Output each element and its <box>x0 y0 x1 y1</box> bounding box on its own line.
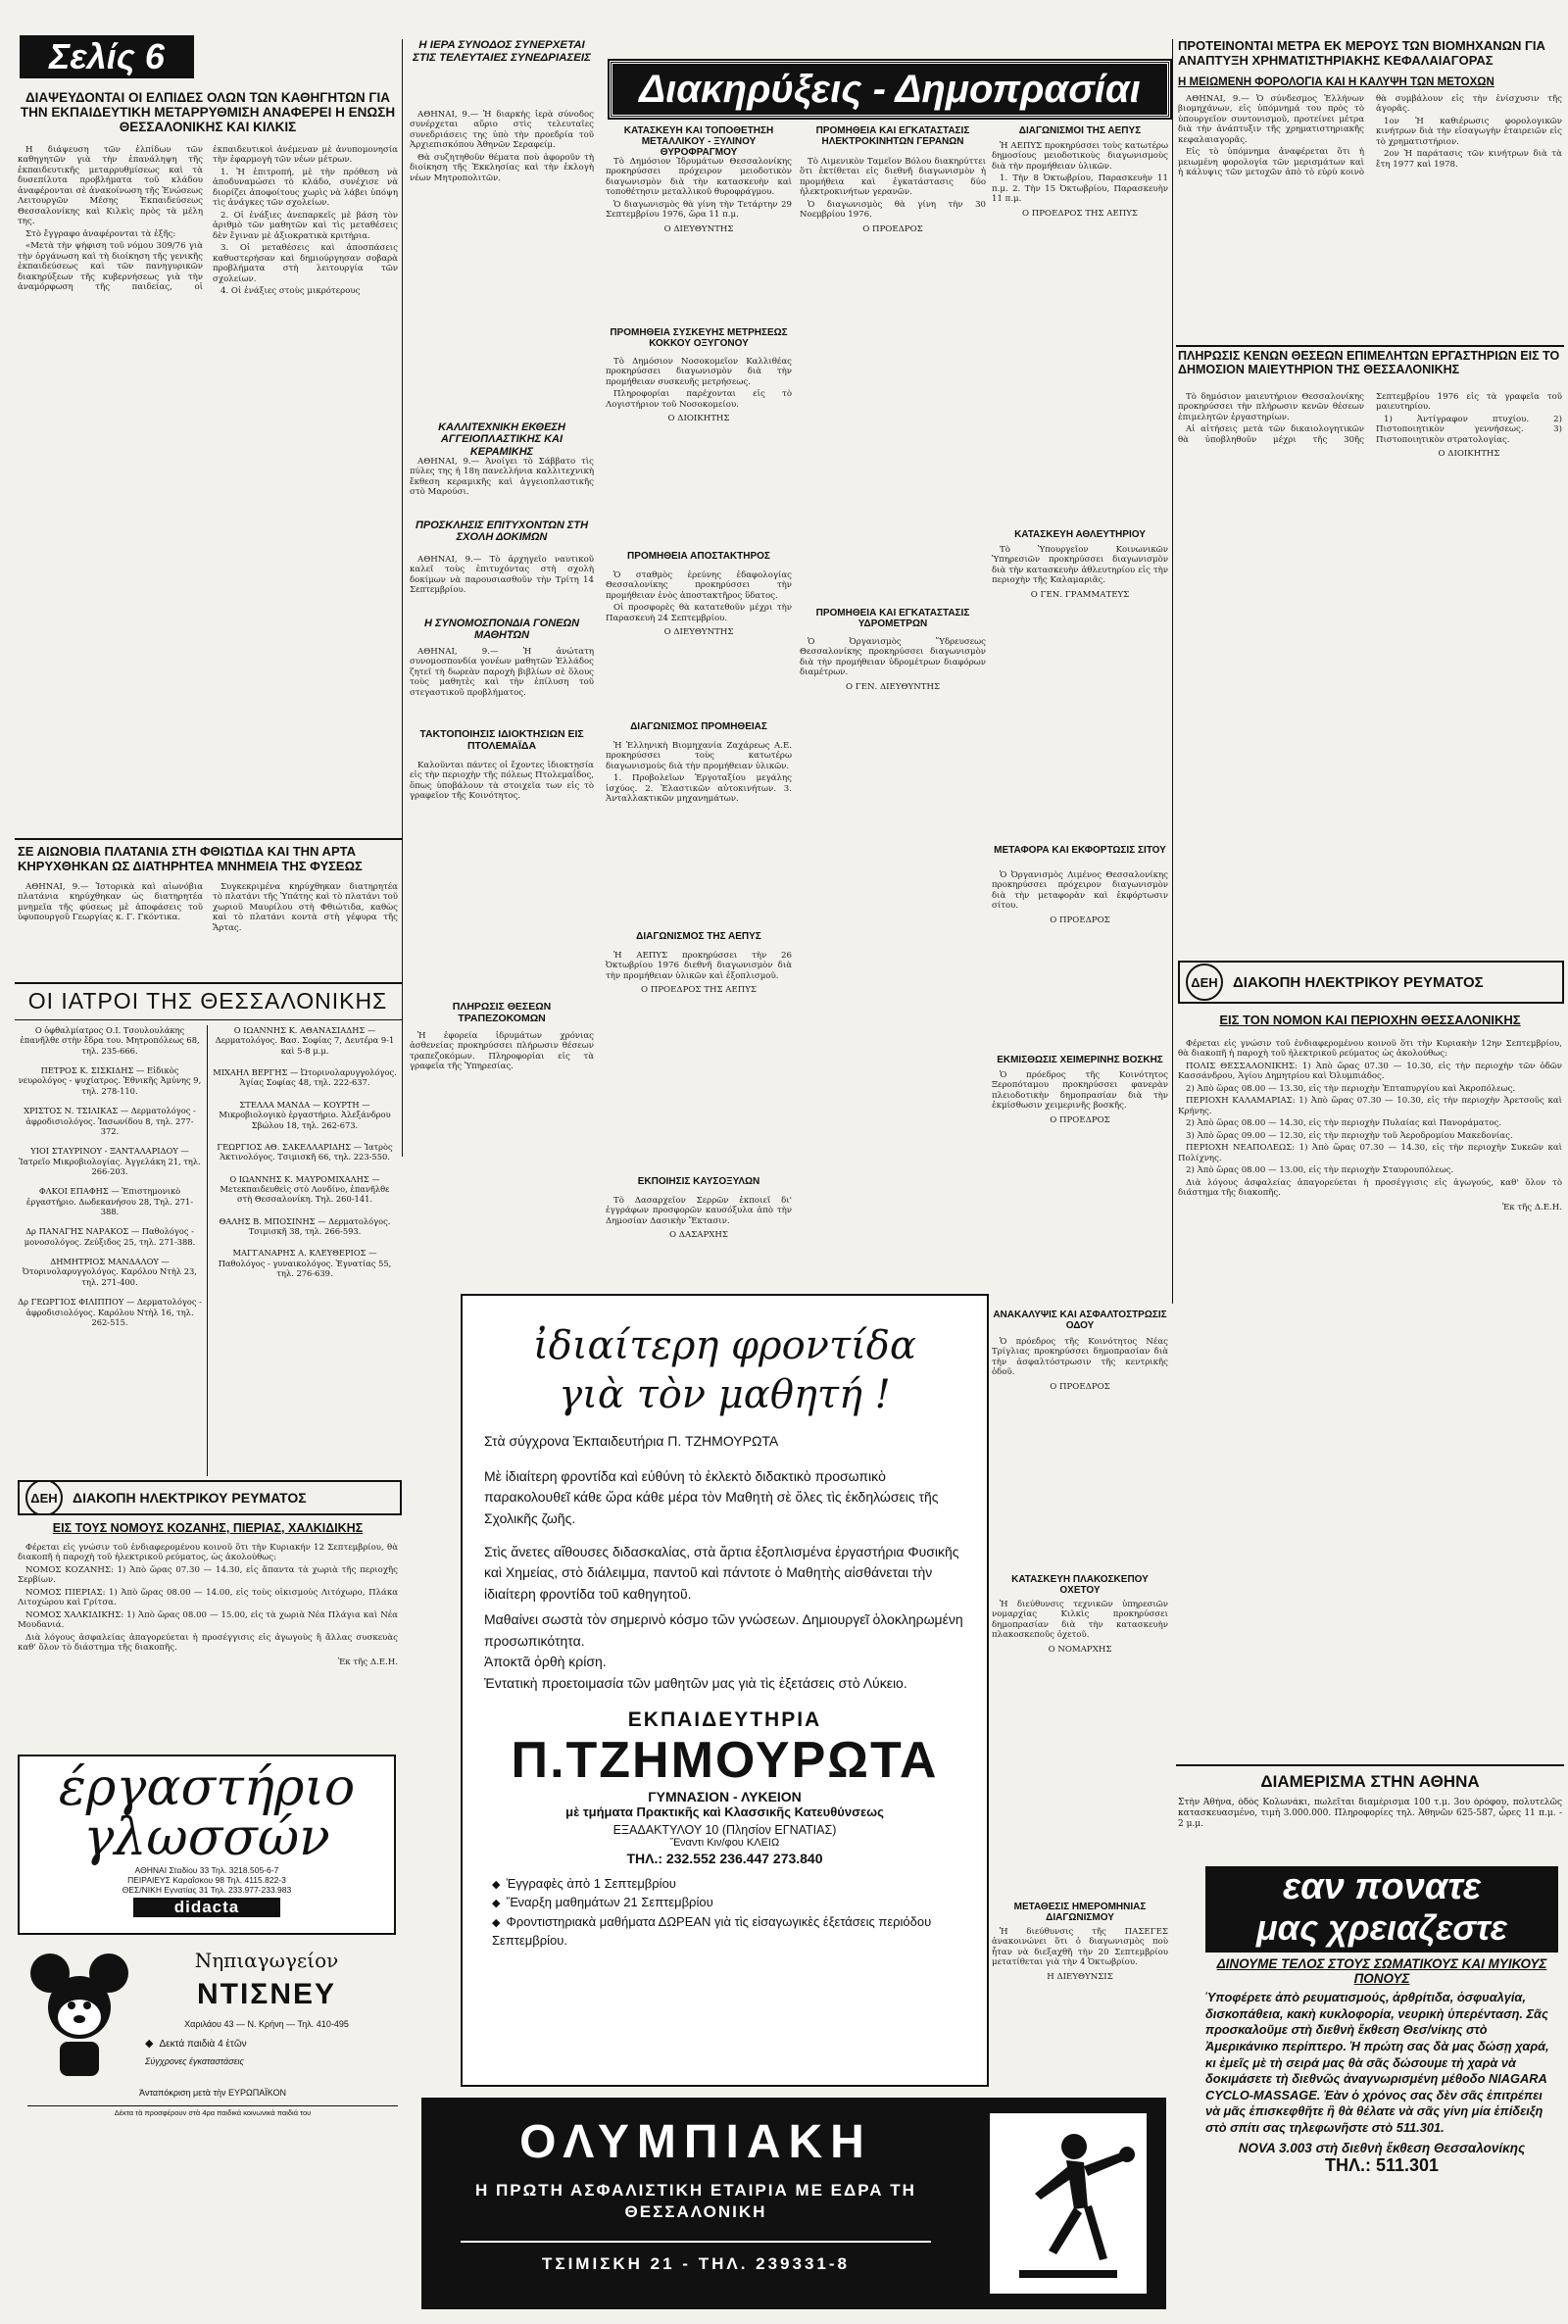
paragraph: 4. Οἱ ἐνάξιες στοὺς μικρότερους <box>220 286 361 297</box>
properties-headline: ΤΑΚΤΟΠΟΙΗΣΙΣ ΙΔΙΟΚΤΗΣΙΩΝ ΕΙΣ ΠΤΟΛΕΜΑΪΔΑ <box>419 729 584 752</box>
pain-headline: μας χρειαζεστε <box>1255 1907 1508 1948</box>
paragraph: 1ον Ἡ καθιέρωσις φορολογικῶν κινήτρων διὰ τὴν εἰσαγωγὴν ἑταιρειῶν εἰς τὸ χρηματιστήριον. <box>1376 116 1562 147</box>
section-rule <box>15 838 402 840</box>
pain-subheadline: ΔΙΝΟΥΜΕ ΤΕΛΟΣ ΣΤΟΥΣ ΣΩΜΑΤΙΚΟΥΣ ΚΑΙ ΜΥΙΚΟΥΣ ΠΟΝΟΥΣ <box>1216 1956 1547 1986</box>
institution-sub: μὲ τμήματα Πρακτικῆς καὶ Κλασσικῆς Κατευθύνσεως <box>565 1804 884 1819</box>
parents-body <box>410 647 594 719</box>
parents-headline: Η ΣΥΝΟΜΟΣΠΟΝΔΙΑ ΓΟΝΕΩΝ ΜΑΘΗΤΩΝ <box>423 618 580 642</box>
culvert-body <box>992 1600 1168 1894</box>
paragraph: Ὁ Ὀργανισμὸς Ὕδρευσεως Θεσσαλονίκης προκηρύσσει διαγωνισμὸν διὰ τὴν προμήθειαν ὑδρομέτρων διαφόρων διαμέτρων. <box>800 637 986 678</box>
synod-headline: Η ΙΕΡΑ ΣΥΝΟΔΟΣ ΣΥΝΕΡΧΕΤΑΙ ΣΤΙΣ ΤΕΛΕΥΤΑΙΕΣ ΣΥΝΕΔΡΙΑΣΕΙΣ <box>413 39 591 64</box>
industry-body <box>1178 94 1562 345</box>
dei-logo-icon: ΔΕΗ <box>1186 964 1223 1001</box>
nursery-address: Χαριλάου 43 — Ν. Κρήνη — Τηλ. 410-495 <box>184 2019 349 2029</box>
pain-ad-body <box>1205 1956 1558 2319</box>
list-item: ΠΕΤΡΟΣ Κ. ΣΙΣΚΙΔΗΣ — Εἰδικὸς νευρολόγος - ψυχίατρος. Ἐθνικῆς Ἀμύνης 9, τηλ. 278-110. <box>18 1065 202 1096</box>
olympiaki-tagline: Η ΠΡΩΤΗ ΑΣΦΑΛΙΣΤΙΚΗ ΕΤΑΙΡΙΑ ΜΕ ΕΔΡΑ ΤΗ ΘΕΣΣΑΛΟΝΙΚΗ <box>475 2181 916 2222</box>
paragraph: Συγκεκριμένα κηρύχθηκαν διατηρητέα τὸ πλατάνι τῆς Ὑπάτης καὶ τὸ πλατάνι τοῦ χωριοῦ Μαυρίλου στὴ Φθιώτιδα, καθὼς καὶ τὸ πλατάνι κοντὰ στὴ γέφυρα τῆς Ἄρτας. <box>213 882 398 933</box>
list-item: ΓΕΩΡΓΙΟΣ ΑΘ. ΣΑΚΕΛΛΑΡΙΔΗΣ — Ἰατρὸς Ἀκτινολόγος. Τσιμισκῆ 66, τηλ. 223-550. <box>217 1141 393 1162</box>
paragraph: Ἡ Ἑλληνικὴ Βιομηχανία Ζαχάρεως Α.Ε. προκηρύσσει τοὺς κατωτέρω διαγωνισμοὺς διὰ τὴν προμήθειαν ὑλικῶν. <box>606 741 792 771</box>
nursery-feature: Ἀνταπόκριση μετὰ τὴν ΕΥΡΩΠΑΪΚΟΝ <box>138 2088 286 2098</box>
paragraph: 1. Τὴν 8 Ὀκτωβρίου, Παρασκευὴν 11 π.μ. 2. Τὴν 15 Ὀκτωβρίου, Παρασκευὴν 11 π.μ. <box>992 173 1168 205</box>
outage-body <box>1178 1039 1562 1451</box>
gym-body <box>992 545 1168 839</box>
paragraph: ΝΟΜΟΣ ΚΟΖΑΝΗΣ: 1) Ἀπὸ ὥρας 07.30 — 14.30, εἰς ἅπαντα τὰ χωριὰ τῆς περιοχῆς Σερβίων. <box>18 1564 398 1586</box>
construction-body <box>606 157 792 294</box>
paragraph: 3. Οἱ μεταθέσεις καὶ ἀποσπάσεις καθυστερήσαν καὶ δημιούργησαν σοβαρὰ προβλήματα στὴ λειτουργία τῶν σχολείων. <box>213 243 398 284</box>
pain-headline: εαν πονατε <box>1282 1866 1482 1907</box>
paragraph: ΑΘΗΝΑΙ, 9.— Ὁ σύνδεσμος Ἑλλήνων βιομηχάνων, εἰς ὑπόμνημά του πρὸς τὸ ὑπουργεῖον συντονισμοῦ, προτείνει μέτρα διὰ τὴν ἀνάπτυξιν τῆς χρηματιστηριακῆς κεφαλαιαγορᾶς. <box>1178 94 1364 145</box>
synod-body <box>410 110 594 412</box>
pasture-body <box>992 1070 1168 1296</box>
nursery-ad <box>18 1941 398 2186</box>
tutoring-paragraph: Ἀποκτᾶ ὀρθὴ κρίση. <box>484 1654 607 1670</box>
paragraph: Ἡ ΑΕΠΥΣ προκηρύσσει τοὺς κατωτέρω δημοσίους μειοδοτικοὺς διαγωνισμοὺς διὰ τὴν προμήθειαν ὑλικῶν. <box>992 141 1168 172</box>
institution-sub: ΓΥΜΝΑΣΙΟΝ - ΛΥΚΕΙΟΝ <box>648 1788 802 1805</box>
outage-heading: ΔΙΑΚΟΠΗ ΗΛΕΚΤΡΙΚΟΥ ΡΕΥΜΑΤΟΣ <box>73 1490 307 1506</box>
section-rule <box>1176 345 1564 347</box>
outage-subtitle: ΕΙΣ ΤΟΝ ΝΟΜΟΝ ΚΑΙ ΠΕΡΙΟΧΗΝ ΘΕΣΣΑΛΟΝΙΚΗΣ <box>1219 1014 1521 1027</box>
aepys-headline: ΔΙΑΓΩΝΙΣΜΟΣ ΤΗΣ ΑΕΠΥΣ <box>636 931 761 942</box>
column-rule <box>207 1025 208 1476</box>
signature: Ο ΝΟΜΑΡΧΗΣ <box>1048 1644 1112 1655</box>
ergastirio-line2: γλωσσών <box>83 1808 330 1867</box>
paragraph: Ἡ ΑΕΠΥΣ προκηρύσσει τὴν 26 Ὀκτωβρίου 1976 διεθνῆ διαγωνισμὸν διὰ τὴν προμήθειαν ὑλικῶν καὶ ἐξοπλισμοῦ. <box>606 951 792 981</box>
signature: Ο ΔΙΕΥΘΥΝΤΗΣ <box>663 223 734 234</box>
paragraph: 2ον Ἡ παράτασις τῶν κινήτρων διὰ τὰ ἔτη 1977 καὶ 1978. <box>1376 149 1562 170</box>
page-label: Σελίς 6 <box>20 35 194 78</box>
pain-body: Ὑποφέρετε ἀπὸ ρευματισμούς, ἀρθρίτιδα, ὀσφυαλγία, δισκοπάθεια, κακὴ κυκλοφορία, νευρικὴ ὑπερένταση. Σᾶς προσκαλοῦμε στὴ διεθνὴ ἔκθεση Θεσ/νίκης στὸ Ἀμερικάνικο περίπτερο. Ἡ πρώτη σας δὰ μας δώσῃ χαρά, κι ἐμεῖς μὲ τὴ σειρά μας θὰ σᾶς δώσουμε τὴ χαρὰ νὰ δοκιμάσετε τὴ διεθνῶς ἀναγνωρισμένη μέθοδο NIAGARA CYCLO-MASSAGE. Ἐὰν ὁ χρόνος σας δὲν σᾶς ἐπιτρέπει νὰ μᾶς ἐπισκεφθῆτε ἢ θὰ θέλατε νὰ σᾶς γίνη μία ἐπίδειξη στὸ σπίτι σας τηλεφωνῆστε στὸ 511.301. <box>1205 1990 1549 2135</box>
olympiaki-name: ΟΛΥΜΠΙΑΚΗ <box>519 2116 872 2168</box>
industry-headline: ΠΡΟΤΕΙΝΟΝΤΑΙ ΜΕΤΡΑ ΕΚ ΜΕΡΟΥΣ ΤΩΝ ΒΙΟΜΗΧΑΝΩΝ ΓΙΑ ΑΝΑΠΤΥΞΗ ΧΡΗΜΑΤΙΣΤΗΡΙΑΚΗΣ ΚΕΦΑΛΑΙΑΓΟΡΑΣ <box>1178 39 1545 68</box>
paragraph: 3) Ἀπὸ ὥρας 09.00 — 12.30, εἰς τὴν περιοχὴν τοῦ Ἀεροδρομίου Μακεδονίας. <box>1186 1130 1513 1141</box>
paragraph: ΝΟΜΟΣ ΧΑΛΚΙΔΙΚΗΣ: 1) Ἀπὸ ὥρας 08.00 — 15.00, εἰς τὰ χωριὰ Νέα Πλάγια καὶ Νέα Μουδανιά. <box>18 1609 398 1631</box>
nursery-footer: Δέκτα τὰ προσφέρουν στὰ 4ρα παιδικά κοινωνικά παιδιά του <box>27 2105 398 2117</box>
list-item: ΔΗΜΗΤΡΙΟΣ ΜΑΝΔΑΛΟΥ — Ὀτορινολαρυγγολόγος. Καρόλου Ντὴλ 23, τηλ. 271-400. <box>23 1257 197 1287</box>
maternity-body <box>1178 392 1562 951</box>
column-rule <box>402 39 403 1157</box>
paragraph: 2) Ἀπὸ ὥρας 08.00 — 13.30, εἰς τὴν περιοχὴν Ἐπταπυργίου καὶ Ἀκροπόλεως. <box>1186 1083 1516 1094</box>
tutoring-headline: ἰδιαίτερη φροντίδα <box>533 1323 916 1368</box>
outage-header-right <box>1178 961 1564 1004</box>
tutoring-headline: γιὰ τὸν μαθητή ! <box>559 1372 891 1417</box>
list-item: ΧΡΙΣΤΟΣ Ν. ΤΣΙΛΙΚΑΣ — Δερματολόγος - ἀφροδισιολόγος. Ἰασωνίδου 8, τηλ. 277-372. <box>24 1106 196 1136</box>
distiller-body <box>606 570 792 688</box>
nursery-feature: Σύγχρονες ἐγκαταστάσεις <box>145 2056 244 2066</box>
list-item: Ο ὀφθαλμίατρος Ο.Ι. Τσουλουλάκης ἐπανῆλθε στὴν ἔδρα του. Μητροπόλεως 68, τηλ. 235-666. <box>20 1025 200 1056</box>
pain-ad-header <box>1205 1866 1558 1953</box>
list-item: ΜΙΧΑΗΛ ΒΕΡΓΗΣ — Ὠτορινολαρυγγολόγος. Ἁγίας Σοφίας 48, τηλ. 222-637. <box>213 1067 397 1088</box>
auctions-banner: Διακηρύξεις - Δημοπρασίαι <box>610 61 1170 118</box>
list-item: Ο ΙΩΑΝΝΗΣ Κ. ΜΑΥΡΟΜΙΧΑΛΗΣ — Μετεκπαιδευθεὶς στὸ Λονδίνο, ἐπανῆλθε στὴ Θεσσαλονίκη. Τηλ. 260-141. <box>220 1173 390 1205</box>
aepys-body <box>606 951 792 1078</box>
teachers-headline: ΔΙΑΨΕΥΔΟΝΤΑΙ ΟΙ ΕΛΠΙΔΕΣ ΟΛΩΝ ΤΩΝ ΚΑΘΗΓΗΤΩΝ ΓΙΑ ΤΗΝ ΕΚΠΑΙΔΕΥΤΙΚΗ ΜΕΤΑΡΡΥΘΜΙΣΗ ΑΝΑΦΕΡΕΙ Η ΕΝΩΣΗ ΘΕΣΣΑΛΟΝΙΚΗΣ ΚΑΙ ΚΙΛΚΙΣ <box>20 90 396 135</box>
paragraph: Ὁ πρόεδρος τῆς Κοινότητος Νέας Τρίγλιας προκηρύσσει δημοπρασίαν διὰ τὴν ἀσφαλτόστρωσιν τῆς κεντρικῆς ὁδοῦ. <box>992 1337 1168 1378</box>
distiller-headline: ΠΡΟΜΗΘΕΙΑ ΑΠΟΣΤΑΚΤΗΡΟΣ <box>627 551 770 562</box>
tutoring-bullet: ◆ Ἔναρξη μαθημάτων 21 Σεπτεμβρίου <box>492 1893 957 1912</box>
nursery-label: Νηπιαγωγείον <box>194 1949 339 1972</box>
trees-headline: ΣΕ ΑΙΩΝΟΒΙΑ ΠΛΑΤΑΝΙΑ ΣΤΗ ΦΘΙΩΤΙΔΑ ΚΑΙ ΤΗΝ ΑΡΤΑ ΚΗΡΥΧΘΗΚΑΝ ΩΣ ΔΙΑΤΗΡΗΤΕΑ ΜΝΗΜΕΙΑ ΤΗΣ ΦΥΣΕΩΣ <box>18 845 363 873</box>
paragraph: Στὸ ἔγγραφο ἀναφέρονται τὰ ἑξῆς: <box>25 228 176 239</box>
list-item: Δρ ΠΑΝΑΓΗΣ ΝΑΡΑΚΟΣ — Παθολόγος - μονοσολόγος. Ζεύξιδος 25, τηλ. 271-388. <box>24 1226 196 1247</box>
section-rule <box>15 1019 402 1020</box>
paragraph: Οἱ προσφορὲς θὰ κατατεθοῦν μέχρι τὴν Παρασκευὴ 24 Σεπτεμβρίου. <box>606 603 792 623</box>
trees-article-body <box>18 882 398 978</box>
olympiaki-contact: ΤΣΙΜΙΣΚΗ 21 - ΤΗΛ. 239331-8 <box>542 2254 850 2273</box>
signature: Ο ΠΡΟΕΔΡΟΣ <box>862 223 923 234</box>
paragraph: 1. Ἡ ἐπιτροπή, μὲ τὴν πρόθεση νὰ ἀποδυναμώσει τὸ κλάδο, συνέχισε νὰ διορίζει ἀποφοίτους χωρὶς νὰ λάβει ὑπόψη τὶς ἀνάγκες τῶν σχολείων. <box>213 167 398 209</box>
signature: Ο ΔΑΣΑΡΧΗΣ <box>669 1230 728 1241</box>
paragraph: ΑΘΗΝΑΙ, 9.— Ἱστορικὰ καὶ αἰωνόβια πλατάνια κηρύχθηκαν ὡς διατηρητέα μνημεῖα τῆς φύσεως μὲ ἀποφάσεις τοῦ ὑφυπουργοῦ Γεωργίας κ. Γ. Γκόντικα. <box>18 882 203 923</box>
doctors-list-col1 <box>18 1025 202 1476</box>
institution-address: Ἔναντι Κιν/φου ΚΛΕΙΩ <box>669 1836 780 1849</box>
ergastirio-ad <box>18 1755 396 1935</box>
paragraph: Ἡ διεύθυνσις τῆς ΠΑΣΕΓΕΣ ἀνακοινώνει ὅτι ὁ διαγωνισμὸς ποὺ ἦταν νὰ διεξαχθῆ τὴν 20 Σεπτεμβρίου μετατίθεται γιὰ τὴν 4 Ὀκτωβρίου. <box>992 1927 1168 1968</box>
list-item: Δρ ΓΕΩΡΓΙΟΣ ΦΙΛΙΠΠΟΥ — Δερματολόγος - ἀφροδισιολόγος. Καρόλου Ντὴλ 16, τηλ. 262-515. <box>18 1297 202 1327</box>
paragraph: 2) Ἀπὸ ὥρας 08.00 — 13.00, εἰς τὴν περιοχὴν Σταυρουπόλεως. <box>1186 1165 1454 1176</box>
watermeters-headline: ΠΡΟΜΗΘΕΙΑ ΚΑΙ ΕΓΚΑΤΑΣΤΑΣΙΣ ΥΔΡΟΜΕΤΡΩΝ <box>815 608 970 630</box>
list-item: ΜΑΓΓΑΝΑΡΗΣ Α. ΚΛΕΥΘΕΡΙΟΣ — Παθολόγος - γυναικολόγος. Ἐγνατίας 55, τηλ. 276-639. <box>218 1248 392 1279</box>
tutoring-paragraph: Μὲ ἰδιαίτερη φροντίδα καὶ εὐθύνη τὸ ἐκλεκτὸ διδακτικὸ προσωπικὸ παρακολουθεῖ κάθε ὥρα κάθε μέρα τὸν Μαθητὴ σὲ ὅλες τὶς ἐκδηλώσεις τῆς Σχολικῆς ζωῆς. <box>484 1467 939 1527</box>
signature: Ο ΓΕΝ. ΓΡΑΜΜΑΤΕΥΣ <box>1030 589 1130 600</box>
signature: Ο ΠΡΟΕΔΡΟΣ <box>1050 915 1110 925</box>
waiters-headline: ΠΛΗΡΩΣΙΣ ΘΕΣΕΩΝ ΤΡΑΠΕΖΟΚΟΜΩΝ <box>452 1002 552 1024</box>
doctors-title: ΟΙ ΙΑΤΡΟΙ ΤΗΣ ΘΕΣΣΑΛΟΝΙΚΗΣ <box>27 988 388 1014</box>
firewood-body <box>606 1196 792 1278</box>
maternity-headline: ΠΛΗΡΩΣΙΣ ΚΕΝΩΝ ΘΕΣΕΩΝ ΕΠΙΜΕΛΗΤΩΝ ΕΡΓΑΣΤΗΡΙΩΝ ΕΙΣ ΤΟ ΔΗΜΟΣΙΟΝ ΜΑΙΕΥΤΗΡΙΟΝ ΤΗΣ ΘΕΣΣΑΛΟΝΙΚΗΣ <box>1178 349 1560 376</box>
paragraph: ΑΘΗΝΑΙ, 9.— Ἀνοίγει τὸ Σάββατο τὶς πύλες της ἡ 18η πανελλήνια καλλιτεχνικὴ ἔκθεση κεραμικῆς καὶ ἀγγειοπλαστικῆς στὸ Μαρούσι. <box>410 457 594 498</box>
divider <box>461 2241 931 2243</box>
paragraph: ΑΘΗΝΑΙ, 9.— Ἡ ἀνώτατη συνομοσπονδία γονέων μαθητῶν Ἑλλάδος ζητεῖ τὴ δωρεὰν παροχὴ βιβλίων σὲ ὅλους τοὺς μαθητὲς καὶ τὴν ἐπίλυση τοῦ στεγαστικοῦ προβλήματος. <box>410 647 594 698</box>
signature: Ο ΓΕΝ. ΔΙΕΥΘΥΝΤΗΣ <box>845 681 941 692</box>
cranes-headline: ΠΡΟΜΗΘΕΙΑ ΚΑΙ ΕΓΚΑΤΑΣΤΑΣΙΣ ΗΛΕΚΤΡΟΚΙΝΗΤΩΝ ΓΕΡΑΝΩΝ <box>815 125 970 148</box>
properties-body <box>410 761 594 898</box>
mickey-mouse-icon <box>25 1949 133 2086</box>
tzimourota-ad <box>461 1294 989 2087</box>
supply-headline: ΔΙΑΓΩΝΙΣΜΟΣ ΠΡΟΜΗΘΕΙΑΣ <box>630 721 767 732</box>
signature: Ο ΔΙΟΙΚΗΤΗΣ <box>1438 449 1500 460</box>
signature: Ἐκ τῆς Δ.Ε.Η. <box>337 1656 398 1667</box>
paragraph: «Μετὰ τὴν ψήφιση τοῦ νόμου 309/76 γιὰ τὴν ὀργάνωση καὶ τὴ διοίκηση τῆς γενικῆς ἐκπαιδεύσεως καὶ τῶν πανηγυρικῶν διακηρύξεων τῆς κυβερνήσεως γιὰ τὴν ἀναμόρφωση τῆς παιδείας, οἱ ἐκπαιδευτικοὶ ἀνέμεναν μὲ ἀνυπομονησία τὴν ἐφαρμογὴ τῶν νέων μέτρων. <box>18 145 398 293</box>
paving-body <box>992 1337 1168 1562</box>
exhibit-headline: ΚΑΛΛΙΤΕΧΝΙΚΗ ΕΚΘΕΣΗ ΑΓΓΕΙΟΠΛΑΣΤΙΚΗΣ ΚΑΙ ΚΕΡΑΜΙΚΗΣ <box>438 421 565 458</box>
tutoring-paragraph: Στὶς ἄνετες αἴθουσες διδασκαλίας, στὰ ἄρτια ἐξοπλισμένα ἐργαστήρια Φυσικῆς καὶ Χημείας, στὸ διάλειμμα, παντοῦ καὶ πάντοτε ὁ Μαθητὴς αἰσθάνεται τὴν ἰδιαίτερη φροντίδα τοῦ καθηγητοῦ. <box>484 1543 959 1603</box>
paragraph: Φέρεται εἰς γνώσιν τοῦ ἐνδιαφερομένου κοινοῦ ὅτι τὴν Κυριακὴν 12ην Σεπτεμβρίου, θὰ διακοπῆ ἡ παροχὴ τοῦ ἠλεκτρικοῦ ρεύματος ὡς ἀκολούθως: <box>1178 1039 1562 1060</box>
teachers-article-body <box>18 145 398 831</box>
paragraph: Τὸ Δημόσιον Νοσοκομεῖον Καλλιθέας προκηρύσσει διαγωνισμὸν διὰ τὴν προμήθειαν συσκευῆς μετρήσεως. <box>606 357 792 387</box>
paragraph: Πληροφορίαι παρέχονται εἰς τὸ Λογιστήριον τοῦ Νοσοκομείου. <box>606 389 792 410</box>
alumni-body <box>410 555 594 614</box>
paragraph: Ὁ διαγωνισμὸς θὰ γίνη τὴν 30 Νοεμβρίου 1976. <box>800 199 986 221</box>
exhibit-body <box>410 457 594 516</box>
list-item: ΘΑΛΗΣ Β. ΜΠΟΣΙΝΗΣ — Δερματολόγος. Τσιμισκῆ 38, τηλ. 266-593. <box>219 1215 391 1237</box>
outage-heading: ΔΙΑΚΟΠΗ ΗΛΕΚΤΡΙΚΟΥ ΡΕΥΜΑΤΟΣ <box>1233 973 1484 991</box>
paragraph: Τὸ Λιμενικὸν Ταμεῖον Βόλου διακηρύττει ὅτι ἐκτίθεται εἰς διεθνῆ διαγωνισμὸν ἡ προμήθεια καὶ ἐγκατάστασις δύο ἠλεκτροκινήτων γερανῶν. <box>800 157 986 198</box>
supply-body <box>606 741 792 908</box>
institution-name: Π.ΤΖΗΜΟΥΡΩΤΑ <box>511 1731 939 1789</box>
olympiaki-emblem <box>990 2113 1147 2294</box>
waiters-body <box>410 1031 594 1257</box>
signature: Ο ΠΡΟΕΔΡΟΣ ΤΗΣ ΑΕΠΥΣ <box>641 985 757 996</box>
alumni-headline: ΠΡΟΣΚΛΗΣΙΣ ΕΠΙΤΥΧΟΝΤΩΝ ΣΤΗ ΣΧΟΛΗ ΔΟΚΙΜΩΝ <box>415 519 589 544</box>
didacta-logo: didacta <box>133 1898 280 1917</box>
nursery-feature: ◆ Δεκτά παιδιὰ 4 ἐτῶν <box>145 2037 398 2050</box>
paragraph: ΠΟΛΙΣ ΘΕΣΣΑΛΟΝΙΚΗΣ: 1) Ἀπὸ ὥρας 07.30 — 10.30, εἰς τὴν περιοχὴν τῶν ὁδῶν Κασσάνδρου, Ἀγίου Δημητρίου καὶ Ὀλυμπιάδος. <box>1178 1061 1562 1082</box>
postponement-body <box>992 1927 1168 2074</box>
paragraph: 2) Ἀπὸ ὥρας 08.00 — 14.30, εἰς τὴν περιοχὴν Πυλαίας καὶ Πανοράματος. <box>1186 1118 1502 1129</box>
culvert-headline: ΚΑΤΑΣΚΕΥΗ ΠΛΑΚΟΣΚΕΠΟΥ ΟΧΕΤΟΥ <box>1011 1574 1149 1597</box>
institution-phone: ΤΗΛ.: 232.552 236.447 273.840 <box>626 1850 823 1866</box>
signature: Ο ΠΡΟΕΔΡΟΣ <box>1050 1381 1110 1392</box>
paragraph: ΠΕΡΙΟΧΗ ΚΑΛΑΜΑΡΙΑΣ: 1) Ἀπὸ ὥρας 07.30 — 10.30, εἰς τὴν περιοχὴν Ἀρετσοῦς καὶ Κρήνης. <box>1178 1096 1562 1116</box>
outage-subtitle: ΕΙΣ ΤΟΥΣ ΝΟΜΟΥΣ ΚΟΖΑΝΗΣ, ΠΙΕΡΙΑΣ, ΧΑΛΚΙΔΙΚΗΣ <box>52 1521 364 1535</box>
paragraph: Διὰ λόγους ἀσφαλείας ἀπαγορεύεται ἡ προσέγγισις εἰς ἀγωγούς, καθ' ὅλον τὸ διάστημα τῆς διακοπῆς. <box>1178 1177 1562 1199</box>
construction-headline: ΚΑΤΑΣΚΕΥΗ ΚΑΙ ΤΟΠΟΘΕΤΗΣΗ ΜΕΤΑΛΛΙΚΟΥ - ΞΥΛΙΝΟΥ ΘΥΡΟΦΡΑΓΜΟΥ <box>623 125 774 159</box>
outage-body <box>18 1543 398 1749</box>
ergastirio-address: ΑΘΗΝΑΙ Σταδίου 33 Τηλ. 3218.505-6-7 <box>134 1865 279 1875</box>
paragraph: ΑΘΗΝΑΙ, 9.— Τὸ ἀρχηγεῖο ναυτικοῦ καλεῖ τοὺς ἐπιτυχόντας στὴ σχολὴ δοκίμων νὰ παρουσιασθοῦν τὴν Τρίτη 14 Σεπτεμβρίου. <box>410 555 594 596</box>
paragraph: ΠΕΡΙΟΧΗ ΝΕΑΠΟΛΕΩΣ: 1) Ἀπὸ ὥρας 07.30 — 14.30, εἰς τὴν περιοχὴν Συκεῶν καὶ Πολίχνης. <box>1178 1143 1562 1163</box>
ergastirio-address: ΠΕΙΡΑΙΕΥΣ Καραΐσκου 98 Τηλ. 4115.822-3 <box>127 1875 286 1885</box>
paving-headline: ΑΝΑΚΑΛΥΨΙΣ ΚΑΙ ΑΣΦΑΛΤΟΣΤΡΩΣΙΣ ΟΔΟΥ <box>993 1310 1167 1332</box>
list-item: ΦΛΚΟΙ ΕΠΑΦΗΣ — Ἐπιστημονικὸ ἐργαστήριο. Δωδεκανήσου 28, Τηλ. 271-388. <box>25 1186 194 1217</box>
wheat-body <box>992 870 1168 1047</box>
paragraph: 2. Οἱ ἐνάξιες ἀνεπαρκεῖς μὲ βάση τὸν ἀριθμὸ τῶν μαθητῶν καὶ τὶς μεταθέσεις δὲν ἔγιναν μὲ ἀξιοκρατικὰ κριτήρια. <box>213 210 398 241</box>
paragraph: Η διάψευση τῶν ἐλπίδων τῶν καθηγητῶν γιὰ τὴν ἐπανάληψη τῆς ἐκπαιδευτικῆς μεταρρυθμίσεως καὶ τὰ δυσεπίλυτα προβλήματα τοῦ κλάδου ἀναφέρονται σὲ ἀνακοίνωση τῆς Ἑνώσεως Λειτουργῶν Μέσης Ἐκπαιδεύσεως Θεσσαλονίκης καὶ Κιλκὶς πρὸς τὰ μέλη της. <box>18 145 203 227</box>
paragraph: Φέρεται εἰς γνώσιν τοῦ ἐνδιαφερομένου κοινοῦ ὅτι τὴν Κυριακήν 12 Σεπτεμβρίου, θὰ διακοπῆ ἡ παροχὴ τοῦ ἠλεκτρικοῦ ρεύματος, ὡς ἀκολούθως: <box>18 1543 398 1563</box>
ergastirio-address: ΘΕΣ/ΝΙΚΗ Εγνατίας 31 Τηλ. 233.977-233.983 <box>122 1885 292 1895</box>
apartment-body: Στὴν Ἀθήνα, ὁδὸς Κολωνάκι, πωλεῖται διαμέρισμα 100 τ.μ. 3ου ὀρόφου, πολυτελῶς κατασκευασμένο, τιμὴ 3.000.000. Πληροφορίες τηλ. Ἀθηνῶν 625-587, ὧρες 11 π.μ. - 2 μ.μ. <box>1178 1798 1562 1829</box>
institution-label: ΕΚΠΑΙΔΕΥΤΗΡΙΑ <box>627 1707 822 1731</box>
cranes-body <box>800 157 986 490</box>
paragraph: ΑΘΗΝΑΙ, 9.— Ἡ διαρκὴς ἱερὰ σύνοδος συνέρχεται αὔριο στὶς τελευταῖες συνεδριάσεις της ὑπὸ τὴν προεδρία τοῦ Ἀρχιεπισκόπου Ἀθηνῶν Σεραφείμ. <box>410 110 594 151</box>
pasture-headline: ΕΚΜΙΣΘΩΣΙΣ ΧΕΙΜΕΡΙΝΗΣ ΒΟΣΚΗΣ <box>997 1055 1163 1065</box>
institution-address: ΕΞΑΔΑΚΤΥΛΟΥ 10 (Πλησίον ΕΓΝΑΤΙΑΣ) <box>612 1822 837 1837</box>
signature: Η ΔΙΕΥΘΥΝΣΙΣ <box>1047 1971 1113 1982</box>
paragraph: Καλοῦνται πάντες οἱ ἔχοντες ἰδιοκτησία εἰς τὴν περιοχὴν τῆς πόλεως Πτολεμαΐδος, ὅπως ὑποβάλουν τὰ στοιχεῖα των εἰς τὸ γραφεῖον τῆς Κοινότητος. <box>410 761 594 802</box>
olympiaki-ad <box>421 2098 1166 2309</box>
signature: Ο ΔΙΕΥΘΥΝΤΗΣ <box>663 627 734 638</box>
signature: Ἐκ τῆς Δ.Ε.Η. <box>1501 1202 1562 1212</box>
paragraph: Τὸ Δασαρχεῖον Σερρῶν ἐκποιεῖ δι' ἐγγράφων προσφορῶν καυσόξυλα ἀπὸ τὴν Δημοσίαν Δασικὴν Ἔκτασιν. <box>606 1196 792 1226</box>
paragraph: Τὸ Ὑπουργεῖον Κοινωνικῶν Ὑπηρεσιῶν προκηρύσσει διαγωνισμὸν διὰ τὴν κατασκευὴν ἀθλευτηρίου εἰς τὴν περιοχὴν τῆς Καλαμαριᾶς. <box>992 545 1168 586</box>
signature: Ο ΠΡΟΕΔΡΟΣ ΤΗΣ ΑΕΠΥΣ <box>1022 208 1138 219</box>
paragraph: ΝΟΜΟΣ ΠΙΕΡΙΑΣ: 1) Ἀπὸ ὥρας 08.00 — 14.00, εἰς τοὺς οἰκισμοὺς Λιτόχωρο, Πλάκα Λιτοχώρου καὶ Γρίτσα. <box>18 1587 398 1608</box>
firewood-headline: ΕΚΠΟΙΗΣΙΣ ΚΑΥΣΟΞΥΛΩΝ <box>637 1176 760 1187</box>
list-item: Ο ΙΩΑΝΝΗΣ Κ. ΑΘΑΝΑΣΙΑΔΗΣ — Δερματολόγος. Βασ. Σοφίας 7, Δευτέρα 9-1 καὶ 5-8 μ.μ. <box>215 1025 395 1056</box>
paragraph: Θὰ συζητηθοῦν θέματα ποὺ ἀφοροῦν τὴ διοίκηση τῆς Ἐκκλησίας καὶ τὴν ἐκλογὴ νέων Μητροπολιτῶν. <box>410 152 594 183</box>
discus-thrower-icon <box>990 2113 1147 2294</box>
pain-booth: NOVA 3.003 στὴ διεθνὴ ἔκθεση Θεσσαλονίκης <box>1238 2140 1526 2155</box>
aepys-tenders-body <box>992 141 1168 523</box>
dei-logo-icon: ΔΕΗ <box>25 1480 63 1515</box>
tutoring-paragraph: Μαθαίνει σωστὰ τὸν σημερινὸ κόσμο τῶν γνώσεων. Δημιουργεῖ ὁλοκληρωμένη προσωπικότητα. <box>484 1610 963 1649</box>
pain-phone: ΤΗΛ.: 511.301 <box>1324 2154 1440 2175</box>
section-rule <box>1176 1764 1564 1766</box>
paragraph: Ὁ διαγωνισμὸς θὰ γίνη τὴν Τετάρτην 29 Σεπτεμβρίου 1976, ὥρα 11 π.μ. <box>606 199 792 221</box>
list-item: ΣΤΕΛΛΑ ΜΑΝΔΑ — ΚΟΥΡΤΗ — Μικροβιολογικὸ ἐργαστήριο. Ἀλεξάνδρου Σβώλου 18, τηλ. 262-673. <box>219 1099 391 1130</box>
tutoring-paragraph: Στὰ σύγχρονα Ἐκπαιδευτήρια Π. ΤΖΗΜΟΥΡΩΤΑ <box>484 1433 779 1449</box>
nursery-name: ΝΤΙΣΝΕΥ <box>196 1978 336 2010</box>
oxygen-headline: ΠΡΟΜΗΘΕΙΑ ΣΥΣΚΕΥΗΣ ΜΕΤΡΗΣΕΩΣ ΚΟΚΚΟΥ ΟΞΥΓΟΝΟΥ <box>610 327 788 350</box>
paragraph: Τὸ δημόσιον μαιευτήριον Θεσσαλονίκης προκηρύσσει τὴν πλήρωσιν κενῶν θέσεων ἐπιμελητῶν ἐργαστηρίων. <box>1178 392 1364 422</box>
paragraph: Ἡ ἐφορεία ἰδρυμάτων χρόνιας ἀσθενείας προκηρύσσει πλήρωσιν θέσεων τραπεζοκόμων. Πληροφορίαι εἰς τὰ γραφεῖα τῆς Ὑπηρεσίας. <box>410 1031 594 1072</box>
tutoring-bullet: ◆ Ἐγγραφὲς ἀπὸ 1 Σεπτεμβρίου <box>492 1874 957 1894</box>
paragraph: 1) Ἀντίγραφον πτυχίου. 2) Πιστοποιητικὸν γεννήσεως. 3) Πιστοποιητικὸν στρατολογίας. <box>1376 414 1562 445</box>
paragraph: Αἱ αἰτήσεις μετὰ τῶν δικαιολογητικῶν θὰ ὑποβληθοῦν μέχρι τῆς 30ῆς Σεπτεμβρίου 1976 εἰς τὰ γραφεῖα τοῦ μαιευτηρίου. <box>1178 392 1562 445</box>
tutoring-paragraph: Ἐντατικὴ προετοιμασία τῶν μαθητῶν μας γιὰ τὶς ἐξετάσεις στὸ Λύκειο. <box>484 1674 907 1691</box>
tutoring-bullet: ◆ Φροντιστηριακὰ μαθήματα ΔΩΡΕΑΝ γιὰ τὶς εἰσαγωγικὲς ἐξετάσεις περιόδου Σεπτεμβρίου. <box>492 1912 957 1951</box>
paragraph: Ὁ πρόεδρος τῆς Κοινότητος Ξεροπόταμου προκηρύσσει φανερὰν πλειοδοτικὴν δημοπρασίαν διὰ τὴν ἐκμίσθωσιν χειμερινῆς βοσκῆς. <box>992 1070 1168 1112</box>
watermeters-body <box>800 637 986 1264</box>
oxygen-body <box>606 357 792 533</box>
doctors-list-col2 <box>212 1025 398 1476</box>
outage-header-left <box>18 1480 402 1515</box>
paragraph: Εἰς τὸ ὑπόμνημα ἀναφέρεται ὅτι ἡ μειωμένη φορολογία τῶν μερισμάτων καὶ ἡ κάλυψις τῶν μετοχῶν ἀπὸ τὸ εὐρὺ κοινὸ θὰ συμβάλουν εἰς τὴν ἐνίσχυσιν τῆς ἀγορᾶς. <box>1178 94 1562 178</box>
paragraph: Τὸ Δημόσιον Ἰδρυμάτων Θεσσαλονίκης προκηρύσσει πρόχειρον μειοδοτικὸν διαγωνισμὸν διὰ τὴν κατασκευὴν καὶ τοποθέτησιν μεταλλικοῦ θυροφράγμου. <box>606 157 792 198</box>
apartment-headline: ΔΙΑΜΕΡΙΣΜΑ ΣΤΗΝ ΑΘΗΝΑ <box>1260 1772 1480 1791</box>
signature: Ο ΠΡΟΕΔΡΟΣ <box>1050 1114 1110 1125</box>
list-item: ΥΙΟΙ ΣΤΑΥΡΙΝΟΥ - ΞΑΝΤΑΛΑΡΙΔΟΥ — Ἰατρεῖο Μικροβιολογίας. Ἀγγελάκη 21, τηλ. 266-203. <box>19 1146 201 1176</box>
wheat-headline: ΜΕΤΑΦΟΡΑ ΚΑΙ ΕΚΦΟΡΤΩΣΙΣ ΣΙΤΟΥ <box>994 845 1166 856</box>
aepys-tenders-headline: ΔΙΑΓΩΝΙΣΜΟΙ ΤΗΣ ΑΕΠΥΣ <box>1018 125 1142 136</box>
paragraph: Ἡ διεύθυνσις τεχνικῶν ὑπηρεσιῶν νομαρχίας Κιλκὶς προκηρύσσει δημοπρασίαν διὰ τὴν κατασκευὴν πλακοσκεποῦς ὀχετοῦ. <box>992 1600 1168 1641</box>
industry-subheadline: Η ΜΕΙΩΜΕΝΗ ΦΟΡΟΛΟΓΙΑ ΚΑΙ Η ΚΑΛΥΨΗ ΤΩΝ ΜΕΤΟΧΩΝ <box>1178 76 1494 88</box>
gym-headline: ΚΑΤΑΣΚΕΥΗ ΑΘΛΕΥΤΗΡΙΟΥ <box>1014 529 1146 540</box>
postponement-headline: ΜΕΤΑΘΕΣΙΣ ΗΜΕΡΟΜΗΝΙΑΣ ΔΙΑΓΩΝΙΣΜΟΥ <box>1013 1902 1147 1924</box>
section-rule <box>15 982 402 984</box>
ergastirio-line1: έργαστήριο <box>58 1758 356 1817</box>
paragraph: Ὁ σταθμὸς ἐρεύνης ἐδαφολογίας Θεσσαλονίκης προκηρύσσει τὴν προμήθειαν ἑνὸς ἀποστακτῆρος ὕδατος. <box>606 570 792 601</box>
column-rule <box>1172 39 1173 1304</box>
paragraph: Ὁ Ὀργανισμὸς Λιμένος Θεσσαλονίκης προκηρύσσει πρόχειρον διαγωνισμὸν διὰ τὴν μεταφορὰν καὶ ἐκφόρτωσιν σίτου. <box>992 870 1168 912</box>
paragraph: Διὰ λόγους ἀσφαλείας ἀπαγορεύεται ἡ προσέγγισις εἰς ἀγωγοὺς ἢ ἄλλας συσκευὰς καθ' ὅλον τὸ διάστημα τῆς διακοπῆς. <box>18 1632 398 1654</box>
signature: Ο ΔΙΟΙΚΗΤΗΣ <box>667 414 730 424</box>
paragraph: 1. Προβολεῖων Ἐργοταξίου μεγάλης ἰσχύος. 2. Ἐλαστικῶν αὐτοκινήτων. 3. Ἀνταλλακτικῶν μηχανημάτων. <box>606 773 792 805</box>
